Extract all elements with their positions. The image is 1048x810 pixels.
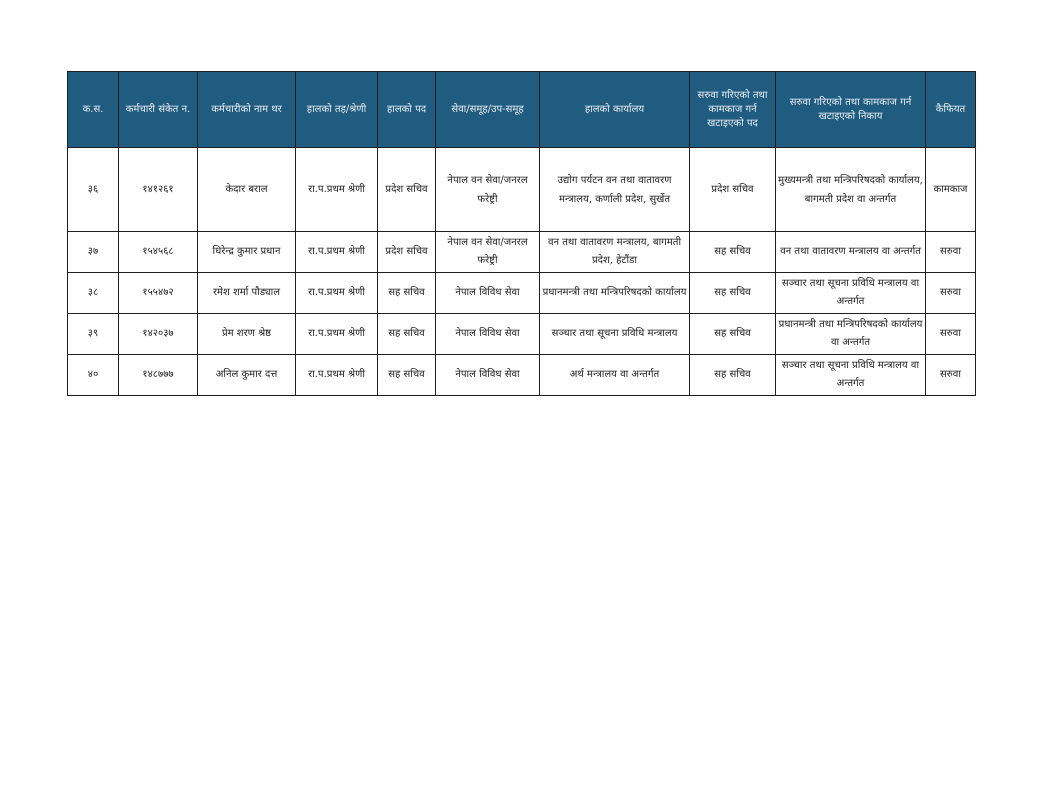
cell-serial: ३९ (68, 314, 119, 355)
cell-employee-code: १४१२६१ (119, 148, 198, 232)
col-header-position: हालको पद (378, 72, 436, 148)
cell-level: रा.प.प्रथम श्रेणी (296, 355, 378, 396)
cell-current-office: सञ्चार तथा सूचना प्रविधि मन्त्रालय (540, 314, 690, 355)
table-row (68, 355, 976, 396)
cell-employee-name: रमेश शर्मा पौड्याल (198, 273, 296, 314)
col-header-serial: क.स. (68, 72, 119, 148)
cell-assigned-post: सह सचिव (690, 273, 776, 314)
col-header-service-group: सेवा/समूह/उप-समूह (436, 72, 540, 148)
cell-level: रा.प.प्रथम श्रेणी (296, 314, 378, 355)
cell-assigned-body: प्रधानमन्त्री तथा मन्त्रिपरिषदको कार्यालय वा अन्तर्गत (776, 314, 926, 355)
cell-employee-code: १५४५६८ (119, 232, 198, 273)
cell-assigned-body: सञ्चार तथा सूचना प्रविधि मन्त्रालय वा अन्तर्गत (776, 355, 926, 396)
cell-assigned-body: वन तथा वातावरण मन्त्रालय वा अन्तर्गत (776, 232, 926, 273)
cell-assigned-post: सह सचिव (690, 314, 776, 355)
cell-employee-name: धिरेन्द्र कुमार प्रधान (198, 232, 296, 273)
cell-level: रा.प.प्रथम श्रेणी (296, 273, 378, 314)
cell-assigned-body: मुख्यमन्त्री तथा मन्त्रिपरिषदको कार्यालय, बागमती प्रदेश वा अन्तर्गत (776, 148, 926, 232)
cell-employee-code: १४८७७७ (119, 355, 198, 396)
cell-remarks: सरुवा (926, 314, 976, 355)
col-header-assigned-body: सरुवा गरिएको तथा कामकाज गर्न खटाइएको निकाय (776, 72, 926, 148)
cell-employee-name: अनिल कुमार दत्त (198, 355, 296, 396)
cell-assigned-post: सह सचिव (690, 232, 776, 273)
cell-position: सह सचिव (378, 273, 436, 314)
col-header-employee-code: कर्मचारी संकेत न. (119, 72, 198, 148)
cell-remarks: सरुवा (926, 232, 976, 273)
cell-assigned-post: प्रदेश सचिव (690, 148, 776, 232)
cell-assigned-post: सह सचिव (690, 355, 776, 396)
table-row (68, 232, 976, 273)
cell-position: प्रदेश सचिव (378, 232, 436, 273)
cell-service-group: नेपाल विविध सेवा (436, 314, 540, 355)
cell-service-group: नेपाल वन सेवा/जनरल फरेष्ट्री (436, 148, 540, 232)
cell-remarks: सरुवा (926, 273, 976, 314)
cell-serial: ३७ (68, 232, 119, 273)
cell-service-group: नेपाल विविध सेवा (436, 273, 540, 314)
transfer-table (67, 71, 976, 396)
cell-employee-name: प्रेम शरण श्रेष्ठ (198, 314, 296, 355)
cell-position: सह सचिव (378, 355, 436, 396)
col-header-current-office: हालको कार्यालय (540, 72, 690, 148)
col-header-remarks: कैफियत (926, 72, 976, 148)
table-row (68, 314, 976, 355)
cell-serial: ३६ (68, 148, 119, 232)
cell-employee-name: केदार बराल (198, 148, 296, 232)
cell-current-office: प्रधानमन्त्री तथा मन्त्रिपरिषदको कार्यालय (540, 273, 690, 314)
cell-serial: ३८ (68, 273, 119, 314)
col-header-employee-name: कर्मचारीको नाम थर (198, 72, 296, 148)
cell-position: प्रदेश सचिव (378, 148, 436, 232)
cell-level: रा.प.प्रथम श्रेणी (296, 232, 378, 273)
cell-level: रा.प.प्रथम श्रेणी (296, 148, 378, 232)
cell-service-group: नेपाल वन सेवा/जनरल फरेष्ट्री (436, 232, 540, 273)
table-row (68, 148, 976, 232)
cell-current-office: वन तथा वातावरण मन्त्रालय, बागमती प्रदेश, हेटौंडा (540, 232, 690, 273)
cell-assigned-body: सञ्चार तथा सूचना प्रविधि मन्त्रालय वा अन्तर्गत (776, 273, 926, 314)
cell-remarks: सरुवा (926, 355, 976, 396)
cell-serial: ४० (68, 355, 119, 396)
col-header-level: हालको तह/श्रेणी (296, 72, 378, 148)
cell-current-office: उद्योग पर्यटन वन तथा वातावरण मन्त्रालय, कर्णाली प्रदेश, सुर्खेत (540, 148, 690, 232)
cell-employee-code: १४२०३७ (119, 314, 198, 355)
cell-current-office: अर्थ मन्त्रालय वा अन्तर्गत (540, 355, 690, 396)
cell-position: सह सचिव (378, 314, 436, 355)
header-row (68, 72, 976, 148)
table-row (68, 273, 976, 314)
col-header-assigned-post: सरुवा गरिएको तथा कामकाज गर्न खटाइएको पद (690, 72, 776, 148)
cell-employee-code: १५५४७२ (119, 273, 198, 314)
cell-remarks: कामकाज (926, 148, 976, 232)
cell-service-group: नेपाल विविध सेवा (436, 355, 540, 396)
